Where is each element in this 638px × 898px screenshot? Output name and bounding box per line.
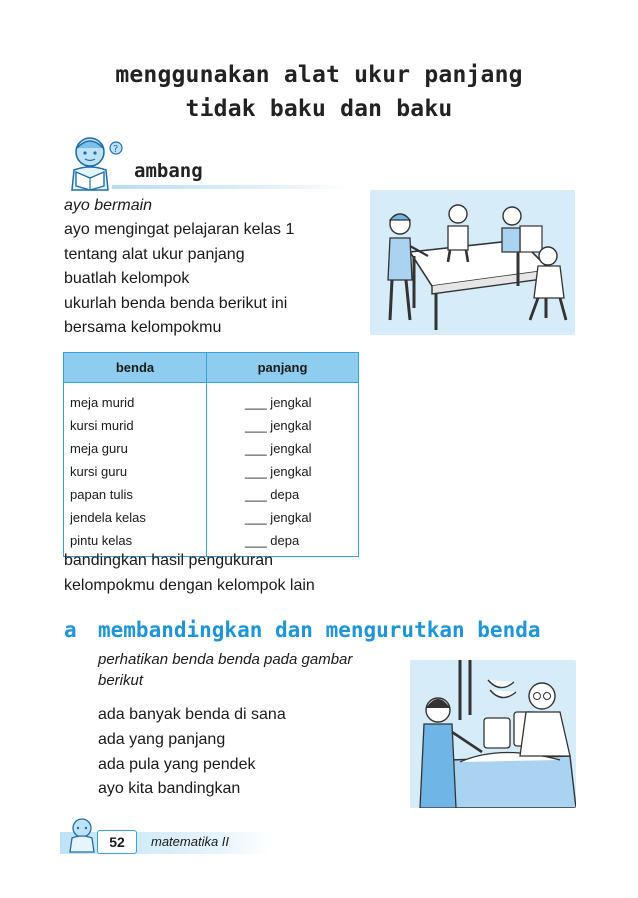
- section-a-title: membandingkan dan mengurutkan benda: [98, 618, 541, 642]
- book-title: matematika II: [151, 834, 230, 849]
- heading-underline: [112, 185, 347, 189]
- page-title-line-2: tidak baku dan baku: [185, 96, 453, 122]
- kids-measuring-table-illustration: [370, 190, 575, 335]
- table-cell-panjang: ___ jengkal: [207, 383, 359, 415]
- table-cell-benda: papan tulis: [64, 483, 207, 506]
- instruction-line-1: perhatikan benda benda pada gambar: [98, 651, 353, 668]
- table-cell-benda: kursi murid: [64, 414, 207, 437]
- table-cell-panjang: ___ jengkal: [207, 506, 359, 529]
- compare-line-2: kelompokmu dengan kelompok lain: [64, 577, 315, 594]
- table-cell-benda: jendela kelas: [64, 506, 207, 529]
- table-header-panjang: panjang: [207, 353, 359, 383]
- section-heading-ambang: ambang: [134, 160, 203, 182]
- section-a-heading: [64, 618, 541, 642]
- body-line-5: ukurlah benda benda berikut ini: [64, 295, 288, 312]
- body-line-1: ayo bermain: [64, 197, 153, 214]
- table-cell-benda: meja murid: [64, 383, 207, 415]
- measurement-table: [63, 352, 359, 557]
- table-cell-panjang: ___ depa: [207, 529, 359, 557]
- section-a-letter: a: [64, 618, 77, 642]
- compare-line-1: bandingkan hasil pengukuran: [64, 552, 274, 569]
- table-row: [64, 506, 359, 529]
- footer-child-icon: [62, 816, 102, 856]
- section-a-line-3: ada pula yang pendek: [98, 756, 256, 773]
- page-number: 52: [97, 830, 137, 854]
- body-line-3: tentang alat ukur panjang: [64, 246, 245, 263]
- table-row: [64, 414, 359, 437]
- table-row: [64, 383, 359, 415]
- section-a-line-2: ada yang panjang: [98, 731, 226, 748]
- table-cell-panjang: ___ jengkal: [207, 437, 359, 460]
- body-line-6: bersama kelompokmu: [64, 319, 222, 336]
- table-cell-panjang: ___ depa: [207, 483, 359, 506]
- table-header-row: [64, 353, 359, 383]
- section-a-line-4: ayo kita bandingkan: [98, 780, 241, 797]
- page-title-line-1: menggunakan alat ukur panjang: [115, 62, 523, 88]
- svg-text:?: ?: [113, 144, 119, 155]
- table-row: [64, 437, 359, 460]
- table-cell-benda: pintu kelas: [64, 529, 207, 557]
- table-header-benda: benda: [64, 353, 207, 383]
- instruction-line-2: berikut: [98, 672, 144, 689]
- table-row: [64, 460, 359, 483]
- table-cell-panjang: ___ jengkal: [207, 460, 359, 483]
- table-cell-benda: meja guru: [64, 437, 207, 460]
- table-cell-benda: kursi guru: [64, 460, 207, 483]
- body-line-4: buatlah kelompok: [64, 270, 190, 287]
- table-row: [64, 483, 359, 506]
- market-stall-illustration: [410, 660, 576, 808]
- body-line-2: ayo mengingat pelajaran kelas 1: [64, 221, 295, 238]
- section-a-line-1: ada banyak benda di sana: [98, 706, 286, 723]
- table-cell-panjang: ___ jengkal: [207, 414, 359, 437]
